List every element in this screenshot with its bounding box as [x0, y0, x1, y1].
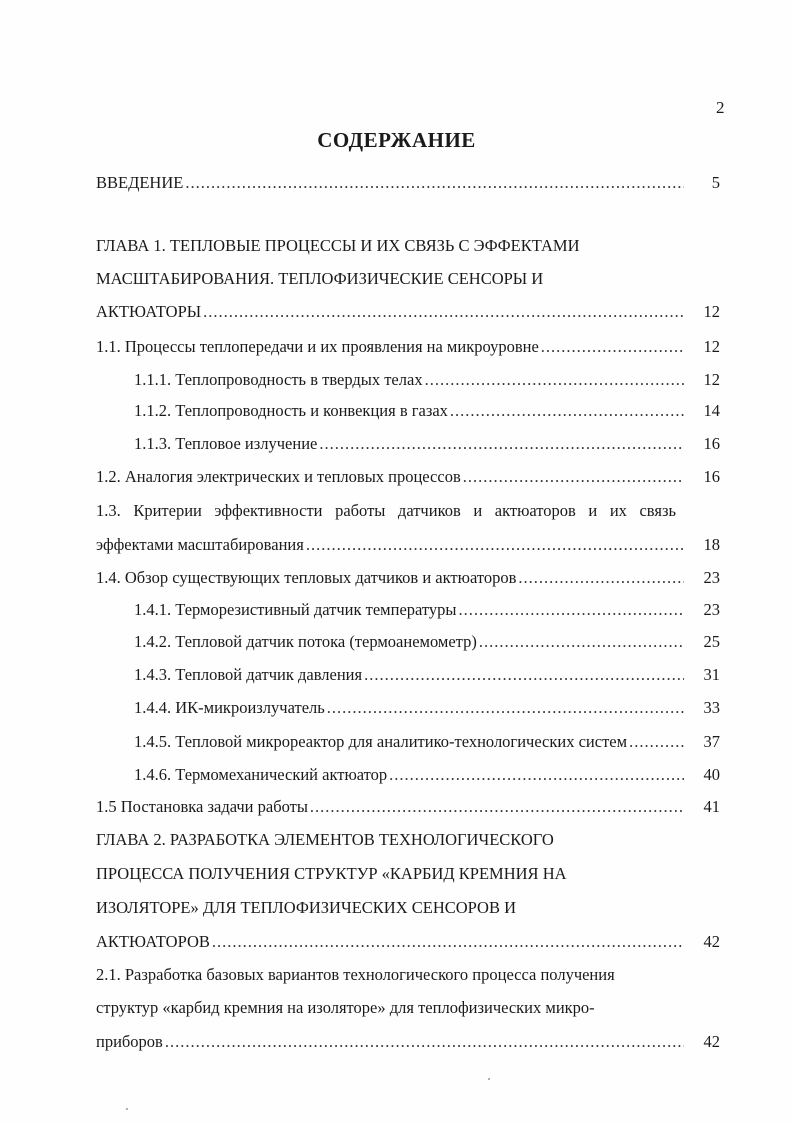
dot-leader [518, 568, 684, 588]
toc-page-number: 37 [703, 732, 720, 751]
toc-page-number: 14 [703, 401, 720, 420]
toc-page-number: 33 [703, 698, 720, 717]
toc-page-number: 12 [703, 337, 720, 356]
dot-leader [310, 797, 684, 817]
toc-entry-1-4-4[interactable] [134, 698, 720, 718]
toc-chapter-2-line-3[interactable]: ИЗОЛЯТОРЕ» ДЛЯ ТЕПЛОФИЗИЧЕСКИХ СЕНСОРОВ И [96, 898, 517, 917]
toc-entry-1-4[interactable] [96, 568, 720, 588]
toc-page-number: 42 [703, 1032, 720, 1051]
toc-chapter-1-line-2[interactable]: МАСШТАБИРОВАНИЯ. ТЕПЛОФИЗИЧЕСКИЕ СЕНСОРЫ И [96, 269, 544, 288]
dot-leader [319, 434, 684, 454]
toc-entry-text: ВВЕДЕНИЕ [96, 173, 184, 192]
scan-speck [126, 1108, 128, 1110]
dot-leader [541, 337, 684, 357]
toc-chapter-1-line-3[interactable] [96, 302, 720, 322]
toc-entry-2-1-line-1[interactable]: 2.1. Разработка базовых вариантов технологического процесса получения [96, 965, 615, 984]
dot-leader [459, 600, 685, 620]
toc-entry-1-1-2[interactable] [134, 401, 720, 421]
toc-page-number: 31 [703, 665, 720, 684]
dot-leader [364, 665, 684, 685]
toc-entry-text: эффектами масштабирования [96, 535, 304, 554]
toc-entry-text: 1.4.6. Термомеханический актюатор [134, 765, 388, 784]
toc-entry-text: 1.4.3. Тепловой датчик давления [134, 665, 363, 684]
toc-entry-text: 1.1.1. Теплопроводность в твердых телах [134, 370, 423, 389]
toc-entry-text: 1.1.3. Тепловое излучение [134, 434, 318, 453]
toc-entry-2-1-line-3[interactable] [96, 1032, 720, 1052]
dot-leader [629, 732, 684, 752]
toc-entry-text: 1.4. Обзор существующих тепловых датчиков и актюаторов [96, 568, 517, 587]
dot-leader [212, 932, 684, 952]
toc-chapter-2-line-2[interactable]: ПРОЦЕССА ПОЛУЧЕНИЯ СТРУКТУР «КАРБИД КРЕМНИЯ НА [96, 864, 567, 883]
toc-entry-text: 1.4.2. Тепловой датчик потока (термоанемометр) [134, 632, 477, 651]
toc-chapter-2-line-1[interactable]: ГЛАВА 2. РАЗРАБОТКА ЭЛЕМЕНТОВ ТЕХНОЛОГИЧЕСКОГО [96, 830, 554, 849]
dot-leader [463, 467, 684, 487]
toc-entry-1-1-3[interactable] [134, 434, 720, 454]
toc-entry-1-4-2[interactable] [134, 632, 720, 652]
dot-leader [479, 632, 684, 652]
toc-entry-text: 1.1. Процессы теплопередачи и их проявления на микроуровне [96, 337, 539, 356]
dot-leader [327, 698, 684, 718]
toc-entry-text: АКТЮАТОРЫ [96, 302, 202, 321]
toc-entry-text: 1.2. Аналогия электрических и тепловых процессов [96, 467, 461, 486]
toc-page-number: 42 [703, 932, 720, 951]
toc-entry-1-1-1[interactable] [134, 370, 720, 390]
toc-entry-intro[interactable] [96, 173, 720, 193]
toc-entry-1-4-1[interactable] [134, 600, 720, 620]
dot-leader [203, 302, 684, 322]
toc-page-number: 41 [703, 797, 720, 816]
toc-entry-text: 1.4.4. ИК-микроизлучатель [134, 698, 325, 717]
toc-entry-1-4-3[interactable] [134, 665, 720, 685]
toc-page-number: 16 [703, 434, 720, 453]
page-number: 2 [716, 98, 725, 117]
toc-entry-1-2[interactable] [96, 467, 720, 487]
toc-entry-1-1[interactable] [96, 337, 720, 357]
toc-page-number: 23 [703, 600, 720, 619]
dot-leader [389, 765, 684, 785]
toc-entry-1-4-5[interactable] [134, 732, 720, 752]
toc-chapter-2-line-4[interactable] [96, 932, 720, 952]
dot-leader [425, 370, 684, 390]
toc-chapter-1-line-1[interactable]: ГЛАВА 1. ТЕПЛОВЫЕ ПРОЦЕССЫ И ИХ СВЯЗЬ С ЭФФЕКТАМИ [96, 236, 580, 255]
toc-entry-text: АКТЮАТОРОВ [96, 932, 210, 951]
toc-entry-text: 1.4.1. Терморезистивный датчик температуры [134, 600, 457, 619]
toc-entry-text: 1.5 Постановка задачи работы [96, 797, 308, 816]
toc-page-number: 12 [703, 370, 720, 389]
toc-page-number: 16 [703, 467, 720, 486]
dot-leader [185, 173, 684, 193]
toc-page-number: 40 [703, 765, 720, 784]
toc-entry-1-3-line-1[interactable]: 1.3. Критерии эффективности работы датчиков и актюаторов и их связь [96, 501, 676, 520]
toc-entry-text: 1.1.2. Теплопроводность и конвекция в газах [134, 401, 448, 420]
toc-entry-text: 1.4.5. Тепловой микрореактор для аналитико-технологических систем [134, 732, 628, 751]
toc-page-number: 18 [703, 535, 720, 554]
toc-entry-1-3-line-2[interactable] [96, 535, 720, 555]
toc-entry-2-1-line-2[interactable]: структур «карбид кремния на изоляторе» для теплофизических микро- [96, 998, 595, 1017]
toc-page-number: 25 [703, 632, 720, 651]
dot-leader [306, 535, 684, 555]
dot-leader [450, 401, 684, 421]
toc-entry-text: приборов [96, 1032, 163, 1051]
page-title: СОДЕРЖАНИЕ [317, 128, 476, 152]
toc-page-number: 12 [703, 302, 720, 321]
toc-entry-1-4-6[interactable] [134, 765, 720, 785]
toc-page-number: 5 [711, 173, 720, 192]
toc-page-number: 23 [703, 568, 720, 587]
toc-entry-1-5[interactable] [96, 797, 720, 817]
dot-leader [165, 1032, 684, 1052]
scan-speck [488, 1078, 490, 1080]
